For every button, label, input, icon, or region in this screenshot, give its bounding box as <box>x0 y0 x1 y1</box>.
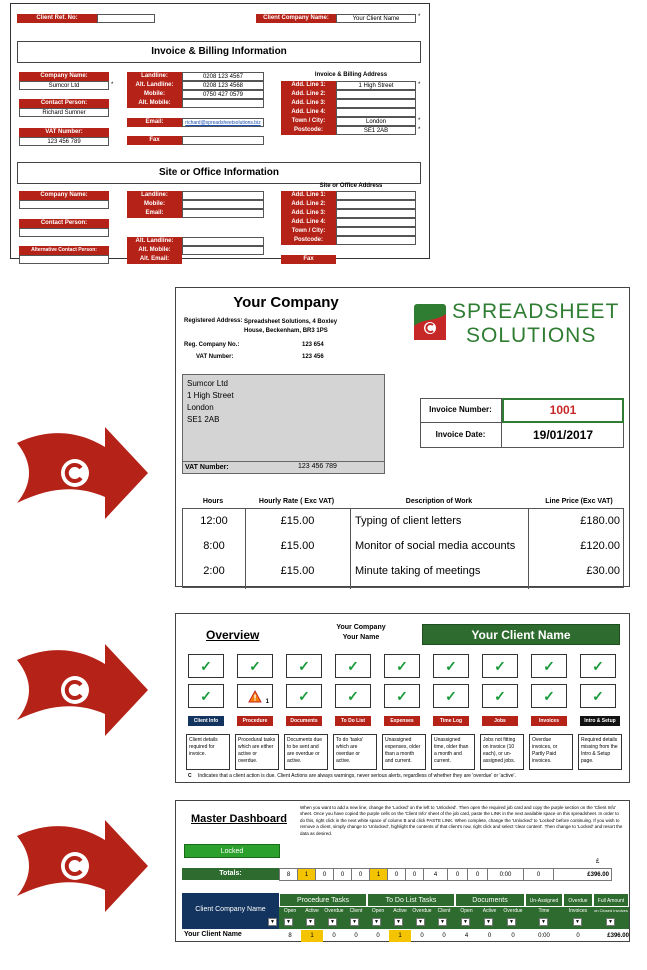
total-cell: 4 <box>424 869 448 881</box>
sub-open: Open <box>460 908 473 914</box>
procedure-group-header: Procedure Tasks <box>279 893 367 907</box>
row-cell: 0 <box>576 933 580 939</box>
filter-dropdown-icon[interactable]: ▼ <box>539 918 548 926</box>
contact-person-label: Contact Person: <box>19 99 109 108</box>
col-desc-header: Description of Work <box>405 498 473 505</box>
documents-desc: Documents due to be sent and are overdue or active. <box>284 734 328 770</box>
mobile-label: Mobile: <box>127 90 182 99</box>
filter-dropdown-icon[interactable]: ▼ <box>606 918 615 926</box>
vat-number-field[interactable]: 123 456 789 <box>19 137 109 146</box>
client-row-name[interactable]: Your Client Name <box>184 931 242 938</box>
documents-button[interactable]: Documents <box>286 716 322 726</box>
check-icon: ✓ <box>188 684 224 708</box>
site-postcode-field[interactable] <box>336 236 416 245</box>
alt-landline-label: Alt. Landline: <box>127 81 182 90</box>
add-line4-field[interactable] <box>336 108 416 117</box>
site-alt-contact-field[interactable] <box>19 255 109 264</box>
filter-dropdown-icon[interactable]: ▼ <box>394 918 403 926</box>
invoices-button[interactable]: Invoices <box>531 716 567 726</box>
master-dashboard-sheet <box>175 800 630 942</box>
total-cell: 1 <box>370 869 388 881</box>
row-cell: 0 <box>420 933 424 939</box>
instructions-text: When you want to add a new line, change the 'Locked' on the left to 'Unlocked'. Then open the required job card and copy the purple section on the 'Client Info' sheet. Once you have copied the purple cells on the 'Client Info' sheet of the job card, paste the LINK in the next available space on this spreadsheet. In order to do this, right click in the next white space of column B and click PASTE LINK. When complete, change the 'Unlocked' to 'Locked' before continuing. If you wish to remove a client, simply change to 'Unlocked', highlight the contents of that client's row, right click and select 'clear content'. Then change to 'Locked' and resort the data as desired. <box>300 805 623 836</box>
time-log-button[interactable]: Time Log <box>433 716 469 726</box>
intro-setup-desc: Required details missing from the Intro & Setup page. <box>578 734 622 770</box>
check-icon: ✓ <box>433 654 469 678</box>
row-price: £30.00 <box>586 565 620 577</box>
sub-client: Client <box>349 908 363 914</box>
logo-text-line2: SOLUTIONS <box>466 324 597 347</box>
site-alt-landline-field[interactable] <box>182 237 264 246</box>
site-add1-label: Add. Line 1: <box>281 191 336 200</box>
site-alt-landline-label: Alt. Landline: <box>127 237 182 246</box>
filter-dropdown-icon[interactable]: ▼ <box>484 918 493 926</box>
total-cell: 0 <box>448 869 468 881</box>
postcode-label: Postcode: <box>281 126 336 135</box>
site-contact-label: Contact Person: <box>19 219 109 228</box>
invoice-date-label: Invoice Date: <box>420 423 502 448</box>
landline-label: Landline: <box>127 72 182 81</box>
row-rate[interactable]: £15.00 <box>280 515 315 527</box>
check-icon: ✓ <box>531 684 567 708</box>
dashboard-title: Master Dashboard <box>191 813 287 825</box>
overview-sheet <box>175 613 630 783</box>
filter-dropdown-icon[interactable]: ▼ <box>438 918 447 926</box>
client-address-box <box>182 374 385 474</box>
client-info-button[interactable]: Client Info <box>188 716 224 726</box>
client-info-desc: Client details required for invoice. <box>186 734 230 770</box>
row-desc[interactable]: Typing of client letters <box>355 515 462 527</box>
arrow-icon <box>15 642 150 738</box>
filter-dropdown-icon[interactable]: ▼ <box>350 918 359 926</box>
footnote: Indicates that a client action is due. Client Actions are always warnings, never serious alerts, regardless of whether they are 'overdue' or 'active'. <box>198 773 516 779</box>
check-icon: ✓ <box>335 684 371 708</box>
town-field[interactable]: London <box>336 117 416 126</box>
row-cell: 0 <box>376 933 380 939</box>
site-email-field[interactable] <box>182 209 264 218</box>
contact-person-field[interactable]: Richard Sumner <box>19 108 109 117</box>
total-cell: 0 <box>352 869 370 881</box>
site-address-heading: Site or Office Address <box>319 183 383 189</box>
row-cell: 0:00 <box>538 933 550 939</box>
invoice-date-field[interactable]: 19/01/2017 <box>532 428 594 442</box>
documents-group-header: Documents <box>455 893 525 907</box>
sub-active: Active <box>482 908 497 914</box>
total-cell: 0 <box>316 869 334 881</box>
overview-title: Overview <box>206 628 260 642</box>
sub-active: Active <box>393 908 407 914</box>
filter-dropdown-icon[interactable]: ▼ <box>416 918 425 926</box>
address-line: Sumcor Ltd <box>187 379 228 388</box>
site-company-label: Company Name: <box>19 191 109 200</box>
filter-dropdown-icon[interactable]: ▼ <box>284 918 293 926</box>
client-company-field[interactable]: Your Client Name <box>336 14 416 23</box>
check-icon: ✓ <box>433 684 469 708</box>
site-add2-label: Add. Line 2: <box>281 200 336 209</box>
sub-overdue: Overdue <box>503 908 523 914</box>
expenses-button[interactable]: Expenses <box>384 716 420 726</box>
row-hours[interactable]: 2:00 <box>203 565 225 577</box>
client-ref-label: Client Ref. No: <box>17 14 97 23</box>
row-desc[interactable]: Minute taking of meetings <box>355 565 481 577</box>
site-add4-label: Add. Line 4: <box>281 218 336 227</box>
row-cell: 4 <box>464 933 469 939</box>
registered-address-label: Registered Address: <box>184 318 243 324</box>
vat-number-label: VAT Number: <box>19 128 109 137</box>
currency-symbol: £ <box>596 859 600 865</box>
site-alt-mobile-field[interactable] <box>182 246 264 255</box>
total-cell: 0 <box>334 869 352 881</box>
row-price: £120.00 <box>580 540 620 552</box>
site-alt-email-label: Alt. Email: <box>127 255 182 264</box>
row-cell: 1 <box>301 930 323 942</box>
filter-dropdown-icon[interactable]: ▼ <box>461 918 470 926</box>
invoices-desc: Overdue invoices, or Partly Paid invoices. <box>529 734 573 770</box>
unassigned-group-header: Un-Assigned <box>525 893 563 907</box>
totals-label: Totals: <box>182 868 279 880</box>
mobile-field[interactable]: 0750 427 0579 <box>182 90 264 99</box>
jobs-button[interactable]: Jobs <box>482 716 518 726</box>
client-row <box>279 930 629 942</box>
site-contact-field[interactable] <box>19 228 109 237</box>
jobs-desc: Jobs not fitting on invoice (10 each), or un-assigned jobs. <box>480 734 524 770</box>
alt-mobile-field[interactable] <box>182 99 264 108</box>
check-icon: ✓ <box>482 654 518 678</box>
row-cell: 0 <box>442 933 446 939</box>
check-icon: ✓ <box>482 684 518 708</box>
totals-row <box>279 868 612 881</box>
required-mark: * <box>418 82 421 88</box>
row-cell: 1 <box>389 930 411 942</box>
total-cell: 0 <box>524 869 554 881</box>
warning-icon <box>248 690 262 703</box>
your-company: Your Company <box>336 624 386 631</box>
invoice-sheet <box>175 287 630 587</box>
billing-address-heading: Invoice & Billing Address <box>314 72 388 78</box>
alt-landline-field[interactable]: 0208 123 4568 <box>182 81 264 90</box>
sub-closed: on Closed Invoices <box>594 908 628 913</box>
add-line2-field[interactable] <box>336 90 416 99</box>
col-price-header: Line Price (Exc VAT) <box>545 498 613 505</box>
check-icon: ✓ <box>237 654 273 678</box>
logo-mark-icon <box>414 304 446 340</box>
registered-address-value: Spreadsheet Solutions, 4 Boxley House, Beckenham, BR3 1PS <box>244 319 338 334</box>
fax-label: Fax <box>127 136 182 145</box>
row-desc[interactable]: Monitor of social media accounts <box>355 540 516 552</box>
procedure-button[interactable]: Procedure <box>237 716 273 726</box>
row-rate[interactable]: £15.00 <box>280 565 315 577</box>
footnote-mark: C <box>188 773 192 779</box>
add-line1-label: Add. Line 1: <box>281 81 336 90</box>
filter-dropdown-icon[interactable]: ▼ <box>306 918 315 926</box>
sub-overdue: Overdue <box>412 908 432 914</box>
total-cell: £396.00 <box>554 869 612 881</box>
company-vat-label: VAT Number: <box>196 354 234 360</box>
company-vat-value: 123 456 <box>302 354 324 360</box>
sub-active: Active <box>305 908 319 914</box>
required-mark: * <box>418 14 421 20</box>
filter-dropdown-icon[interactable]: ▼ <box>573 918 582 926</box>
required-mark: * <box>111 82 114 88</box>
row-cell: 0 <box>511 933 515 939</box>
email-label: Email: <box>127 118 182 127</box>
lock-toggle[interactable]: Locked <box>184 844 280 858</box>
row-cell: £396.00 <box>607 933 629 939</box>
alt-mobile-label: Alt. Mobile: <box>127 99 182 108</box>
check-icon: ✓ <box>384 654 420 678</box>
total-cell: 0 <box>388 869 406 881</box>
required-mark: * <box>418 127 421 133</box>
check-icon: ✓ <box>580 654 616 678</box>
site-town-label: Town / City: <box>281 227 336 236</box>
row-hours[interactable]: 8:00 <box>203 540 225 552</box>
company-name-field[interactable]: Sumcor Ltd <box>19 81 109 90</box>
row-hours[interactable]: 12:00 <box>200 515 228 527</box>
total-cell: 0:00 <box>488 869 524 881</box>
client-info-sheet <box>10 3 430 262</box>
client-ref-field[interactable] <box>97 14 155 23</box>
required-mark: * <box>418 118 421 124</box>
total-cell: 0 <box>406 869 424 881</box>
postcode-field[interactable]: SE1 2AB <box>336 126 416 135</box>
email-field[interactable]: richard@spreadsheetsolutions.biz <box>182 118 264 127</box>
row-cell: 0 <box>332 933 336 939</box>
site-add4-field[interactable] <box>336 218 416 227</box>
arrow-icon <box>15 425 150 521</box>
total-cell: 8 <box>280 869 298 881</box>
address-line: London <box>187 403 214 412</box>
company-name-label: Company Name: <box>19 72 109 81</box>
col-rate-header: Hourly Rate ( Exc VAT) <box>258 498 335 505</box>
todo-desc: To do 'tasks' which are overdue or active. <box>333 734 377 770</box>
col-hours-header: Hours <box>202 498 224 505</box>
row-cell: 8 <box>288 933 292 939</box>
time-log-desc: Unassigned time, older than a month and current. <box>431 734 475 770</box>
total-cell: 0 <box>468 869 488 881</box>
town-label: Town / City: <box>281 117 336 126</box>
overdue-group-header: Overdue <box>563 893 593 907</box>
check-icon: ✓ <box>188 654 224 678</box>
invoice-number-field[interactable]: 1001 <box>502 398 624 423</box>
site-mobile-label: Mobile: <box>127 200 182 209</box>
your-name: Your Name <box>342 634 380 641</box>
sub-client: Client <box>437 908 451 914</box>
total-cell: 1 <box>298 869 316 881</box>
client-vat-value: 123 456 789 <box>298 463 337 470</box>
site-heading: Site or Office Information <box>17 162 421 184</box>
arrow-icon <box>15 818 150 914</box>
filter-dropdown-icon[interactable]: ▼ <box>372 918 381 926</box>
fax-field[interactable] <box>182 136 264 145</box>
check-icon: ✓ <box>335 654 371 678</box>
row-cell: 0 <box>487 933 492 939</box>
invoice-number-label: Invoice Number: <box>420 398 502 423</box>
add-line3-field[interactable] <box>336 99 416 108</box>
sort-dropdown-icon[interactable]: ▼ <box>268 918 277 926</box>
site-email-label: Email: <box>127 209 182 218</box>
sub-invoices: Invoices <box>568 908 588 914</box>
sub-open: Open <box>283 908 297 914</box>
site-town-field[interactable] <box>336 227 416 236</box>
site-add3-field[interactable] <box>336 209 416 218</box>
invoice-billing-heading: Invoice & Billing Information <box>17 41 421 63</box>
reg-company-value: 123 654 <box>302 342 324 348</box>
check-icon: ✓ <box>531 654 567 678</box>
reg-company-label: Reg. Company No.: <box>184 342 240 348</box>
site-alt-mobile-label: Alt. Mobile: <box>127 246 182 255</box>
address-line: 1 High Street <box>187 391 234 400</box>
site-company-field[interactable] <box>19 200 109 209</box>
client-column-header: Client Company Name <box>182 893 279 929</box>
site-postcode-label: Postcode: <box>281 236 336 245</box>
check-icon: ✓ <box>286 684 322 708</box>
expenses-desc: Unassigned expenses, older than a month and current. <box>382 734 426 770</box>
filter-dropdown-icon[interactable]: ▼ <box>507 918 516 926</box>
full-amount-header: Full Amount <box>593 893 629 907</box>
logo-text-line1: SPREADSHEET <box>452 300 620 323</box>
client-name-banner: Your Client Name <box>422 624 620 645</box>
site-add1-field[interactable] <box>336 191 416 200</box>
todo-list-button[interactable]: To Do List <box>335 716 371 726</box>
warning-cell[interactable] <box>237 684 273 708</box>
warning-count: 1 <box>265 699 269 705</box>
landline-field[interactable]: 0208 123 4567 <box>182 72 264 81</box>
site-add3-label: Add. Line 3: <box>281 209 336 218</box>
add-line3-label: Add. Line 3: <box>281 99 336 108</box>
check-icon: ✓ <box>286 654 322 678</box>
add-line4-label: Add. Line 4: <box>281 108 336 117</box>
row-cell: 0 <box>354 933 358 939</box>
row-rate[interactable]: £15.00 <box>280 540 315 552</box>
site-add2-field[interactable] <box>336 200 416 209</box>
procedure-desc: Procedural tasks which are either active or overdue. <box>235 734 279 770</box>
row-price: £180.00 <box>580 515 620 527</box>
todo-group-header: To Do List Tasks <box>367 893 455 907</box>
sub-overdue: Overdue <box>324 908 344 914</box>
site-mobile-field[interactable] <box>182 200 264 209</box>
intro-setup-button[interactable]: Intro & Setup <box>580 716 620 726</box>
site-fax-label: Fax <box>281 255 336 264</box>
sub-open: Open <box>371 908 385 914</box>
client-vat-label: VAT Number: <box>182 461 385 474</box>
site-landline-label: Landline: <box>127 191 182 200</box>
line-items-table <box>182 508 624 588</box>
add-line1-field[interactable]: 1 High Street <box>336 81 416 90</box>
check-icon: ✓ <box>384 684 420 708</box>
company-name: Your Company <box>233 294 339 311</box>
site-alt-contact-label: Alternative Contact Person: <box>19 246 109 255</box>
check-icon: ✓ <box>580 684 616 708</box>
add-line2-label: Add. Line 2: <box>281 90 336 99</box>
address-line: SE1 2AB <box>187 415 220 424</box>
filter-dropdown-icon[interactable]: ▼ <box>328 918 337 926</box>
site-landline-field[interactable] <box>182 191 264 200</box>
sub-time: Time <box>538 908 550 914</box>
client-company-label: Client Company Name: <box>256 14 336 23</box>
